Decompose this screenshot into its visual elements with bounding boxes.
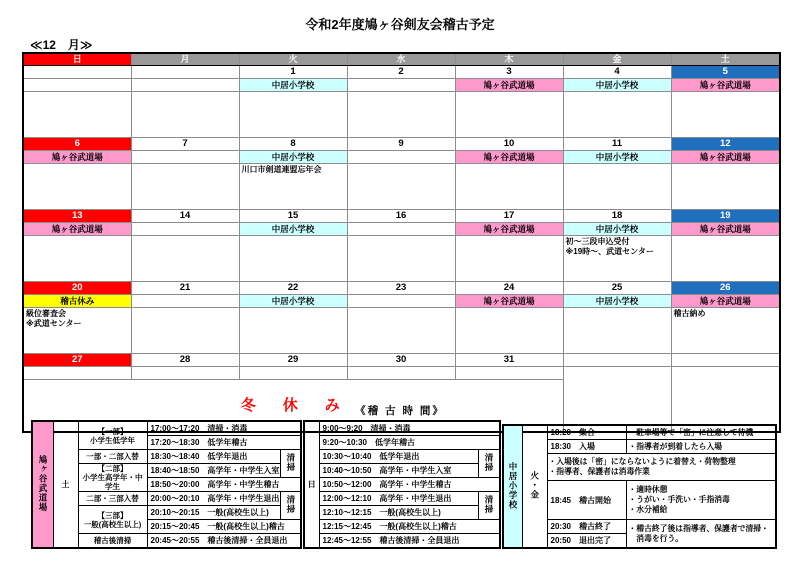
date-cell: 4 bbox=[563, 66, 671, 79]
time-cell: 10:30～10:40 低学年退出 bbox=[319, 450, 478, 464]
venue-cell: 鳩ヶ谷武道場 bbox=[455, 295, 563, 308]
time-cell: 20:50 退出完了 bbox=[547, 534, 626, 549]
time-cell: 20:10～20:15 一般(高校生以上) bbox=[147, 506, 281, 520]
date-cell bbox=[671, 354, 780, 367]
time-cell: 10:50～12:00 高学年・中学生稽古 bbox=[319, 478, 500, 492]
cleanup-cell: 清掃 bbox=[478, 450, 500, 478]
day-label-sun: 日 bbox=[304, 421, 319, 548]
date-cell: 8 bbox=[239, 138, 347, 151]
winter-break-label: 冬 休 み bbox=[23, 380, 563, 433]
venue-cell: 鳩ヶ谷武道場 bbox=[671, 223, 780, 236]
note-cell: 初～三段申込受付 ※19時～、武道センター bbox=[563, 236, 671, 282]
desc-cell: ・入場後は「密」にならないように着替え・荷物整理 ・指導者、保護者は消毒作業 bbox=[547, 454, 776, 481]
venue-cell: 鳩ヶ谷武道場 bbox=[671, 295, 780, 308]
date-cell: 10 bbox=[455, 138, 563, 151]
venue-label-budokan: 鳩ヶ谷武道場 bbox=[32, 421, 53, 548]
date-cell: 26 bbox=[671, 282, 780, 295]
saturday-schedule-table bbox=[31, 420, 302, 549]
empty-cell bbox=[671, 367, 780, 433]
time-cell: 18:30～18:40 低学年退出 bbox=[147, 450, 281, 464]
day-header-fri: 金 bbox=[563, 53, 671, 66]
nakai-schedule-table bbox=[502, 424, 777, 549]
venue-cell: 鳩ヶ谷武道場 bbox=[23, 223, 131, 236]
venue-cell: 鳩ヶ谷武道場 bbox=[23, 151, 131, 164]
venue-cell: 中居小学校 bbox=[563, 223, 671, 236]
date-cell: 27 bbox=[23, 354, 131, 367]
date-cell: 29 bbox=[239, 354, 347, 367]
venue-cell: 中居小学校 bbox=[239, 295, 347, 308]
date-cell: 1 bbox=[239, 66, 347, 79]
calendar-table bbox=[22, 52, 781, 433]
time-cell: 12:10～12:15 一般(高校生以上) bbox=[319, 506, 478, 520]
desc-cell: ・駐車場等で「密」に注意して待機 bbox=[626, 425, 776, 440]
note-cell: 稽古納め bbox=[671, 308, 780, 354]
venue-cell: 中居小学校 bbox=[239, 79, 347, 92]
practice-time-heading: 《稽 古 時 間》 bbox=[355, 405, 445, 417]
time-cell: 12:15～12:45 一般(高校生以上)稽古 bbox=[319, 520, 500, 534]
category-cell: 二部・三部入替 bbox=[78, 492, 147, 506]
week3-date-row bbox=[23, 210, 780, 223]
venue-cell bbox=[23, 367, 131, 380]
page-title: 令和2年度鳩ヶ谷剣友会稽古予定 bbox=[305, 17, 495, 32]
venue-cell: 鳩ヶ谷武道場 bbox=[671, 151, 780, 164]
venue-cell: 中居小学校 bbox=[563, 151, 671, 164]
venue-cell: 中居小学校 bbox=[239, 223, 347, 236]
venue-cell: 中居小学校 bbox=[563, 79, 671, 92]
category-cell: 【二部】 小学生高学年・中学生 bbox=[78, 464, 147, 492]
date-cell: 5 bbox=[671, 66, 780, 79]
time-cell: 9:20～10:30 低学年稽古 bbox=[319, 436, 500, 450]
date-cell: 14 bbox=[131, 210, 239, 223]
cleanup-cell: 清掃 bbox=[281, 450, 301, 478]
date-cell: 22 bbox=[239, 282, 347, 295]
note-cell: 級位審査会 ※武道センター bbox=[23, 308, 131, 354]
week4-notes-row bbox=[23, 308, 780, 354]
venue-cell: 鳩ヶ谷武道場 bbox=[455, 223, 563, 236]
venue-cell bbox=[347, 79, 455, 92]
week4-venue-row bbox=[23, 295, 780, 308]
week3-venue-row bbox=[23, 223, 780, 236]
date-cell: 18 bbox=[563, 210, 671, 223]
time-cell: 10:40～10:50 高学年・中学生入室 bbox=[319, 464, 478, 478]
date-cell: 28 bbox=[131, 354, 239, 367]
venue-cell bbox=[131, 295, 239, 308]
venue-cell bbox=[347, 367, 455, 380]
date-cell: 30 bbox=[347, 354, 455, 367]
venue-cell bbox=[131, 223, 239, 236]
day-header-wed: 水 bbox=[347, 53, 455, 66]
time-cell: 9:00～9:20 清掃・消毒 bbox=[319, 421, 500, 436]
week2-date-row bbox=[23, 138, 780, 151]
venue-cell bbox=[23, 79, 131, 92]
date-cell bbox=[23, 66, 131, 79]
week5-date-row bbox=[23, 354, 780, 367]
date-cell: 6 bbox=[23, 138, 131, 151]
sunday-schedule-table bbox=[303, 420, 501, 549]
month-label: ≪12 月≫ bbox=[30, 38, 93, 52]
week2-venue-row bbox=[23, 151, 780, 164]
day-header-sat: 土 bbox=[671, 53, 780, 66]
date-cell: 31 bbox=[455, 354, 563, 367]
time-cell: 17:20～18:30 低学年稽古 bbox=[147, 436, 301, 450]
time-cell: 20:30 稽古終了 bbox=[547, 520, 626, 534]
venue-label-nakai: 中居小学校 bbox=[503, 425, 522, 548]
week4-date-row bbox=[23, 282, 780, 295]
day-header-sun: 日 bbox=[23, 53, 131, 66]
note-cell: 川口市剣道連盟忘年会 bbox=[239, 164, 347, 210]
category-cell: 稽古後清掃 bbox=[78, 534, 147, 549]
date-cell: 11 bbox=[563, 138, 671, 151]
date-cell: 7 bbox=[131, 138, 239, 151]
week2-notes-row bbox=[23, 164, 780, 210]
date-cell: 12 bbox=[671, 138, 780, 151]
week3-notes-row bbox=[23, 236, 780, 282]
venue-cell: 中居小学校 bbox=[563, 295, 671, 308]
venue-cell: 鳩ヶ谷武道場 bbox=[671, 79, 780, 92]
venue-cell bbox=[131, 151, 239, 164]
cleanup-cell: 清掃 bbox=[478, 492, 500, 520]
venue-cell bbox=[347, 151, 455, 164]
venue-cell: 鳩ヶ谷武道場 bbox=[455, 79, 563, 92]
desc-cell: ・指導者が到着したら入場 bbox=[626, 440, 776, 454]
desc-cell: ・適時休憩 ・うがい・手洗い・手指消毒 ・水分補給 bbox=[626, 481, 776, 520]
date-cell: 20 bbox=[23, 282, 131, 295]
venue-cell-rest: 稽古休み bbox=[23, 295, 131, 308]
date-cell: 2 bbox=[347, 66, 455, 79]
time-cell: 12:00～12:10 高学年・中学生退出 bbox=[319, 492, 478, 506]
category-cell: 一部・二部入替 bbox=[78, 450, 147, 464]
time-cell: 20:00～20:10 高学年・中学生退出 bbox=[147, 492, 281, 506]
time-cell: 18:50～20:00 高学年・中学生稽古 bbox=[147, 478, 301, 492]
time-cell: 20:45～20:55 稽古後清掃・全員退出 bbox=[147, 534, 301, 549]
date-cell: 21 bbox=[131, 282, 239, 295]
date-cell: 15 bbox=[239, 210, 347, 223]
time-cell: 18:20 集合 bbox=[547, 425, 626, 440]
day-header-thu: 木 bbox=[455, 53, 563, 66]
desc-cell: ・稽古終了後は指導者、保護者で清掃・ 消毒を行う。 bbox=[626, 520, 776, 549]
week5-venue-row bbox=[23, 367, 780, 380]
date-cell: 3 bbox=[455, 66, 563, 79]
venue-cell bbox=[239, 367, 347, 380]
day-header-mon: 月 bbox=[131, 53, 239, 66]
date-cell: 19 bbox=[671, 210, 780, 223]
category-cell: 【三部】 一般(高校生以上) bbox=[78, 506, 147, 534]
time-cell: 12:45～12:55 稽古後清掃・全員退出 bbox=[319, 534, 500, 549]
venue-cell: 鳩ヶ谷武道場 bbox=[455, 151, 563, 164]
time-cell: 17:00～17:20 清掃・消毒 bbox=[147, 421, 301, 436]
date-cell: 16 bbox=[347, 210, 455, 223]
venue-cell bbox=[347, 223, 455, 236]
date-cell: 25 bbox=[563, 282, 671, 295]
cleanup-cell: 清掃 bbox=[281, 492, 301, 520]
day-header-tue: 火 bbox=[239, 53, 347, 66]
date-cell: 24 bbox=[455, 282, 563, 295]
week1-date-row bbox=[23, 66, 780, 79]
date-cell bbox=[131, 66, 239, 79]
date-cell: 9 bbox=[347, 138, 455, 151]
day-label-sat: 土 bbox=[53, 421, 78, 548]
time-cell: 18:45 稽古開始 bbox=[547, 481, 626, 520]
day-header-row bbox=[23, 53, 780, 66]
venue-cell bbox=[131, 79, 239, 92]
date-cell: 23 bbox=[347, 282, 455, 295]
time-cell: 20:15～20:45 一般(高校生以上)稽古 bbox=[147, 520, 301, 534]
category-cell: 【一部】 小学生低学年 bbox=[78, 421, 147, 450]
venue-cell bbox=[455, 367, 563, 380]
time-cell: 18:40～18:50 高学年・中学生入室 bbox=[147, 464, 281, 478]
time-cell: 18:30 入場 bbox=[547, 440, 626, 454]
venue-cell bbox=[131, 367, 239, 380]
date-cell: 13 bbox=[23, 210, 131, 223]
venue-cell bbox=[347, 295, 455, 308]
date-cell bbox=[563, 354, 671, 367]
week1-notes-row bbox=[23, 92, 780, 138]
venue-cell: 中居小学校 bbox=[239, 151, 347, 164]
day-label-tue-fri: 火・金 bbox=[522, 425, 547, 548]
week1-venue-row bbox=[23, 79, 780, 92]
empty-cell bbox=[563, 367, 671, 433]
date-cell: 17 bbox=[455, 210, 563, 223]
